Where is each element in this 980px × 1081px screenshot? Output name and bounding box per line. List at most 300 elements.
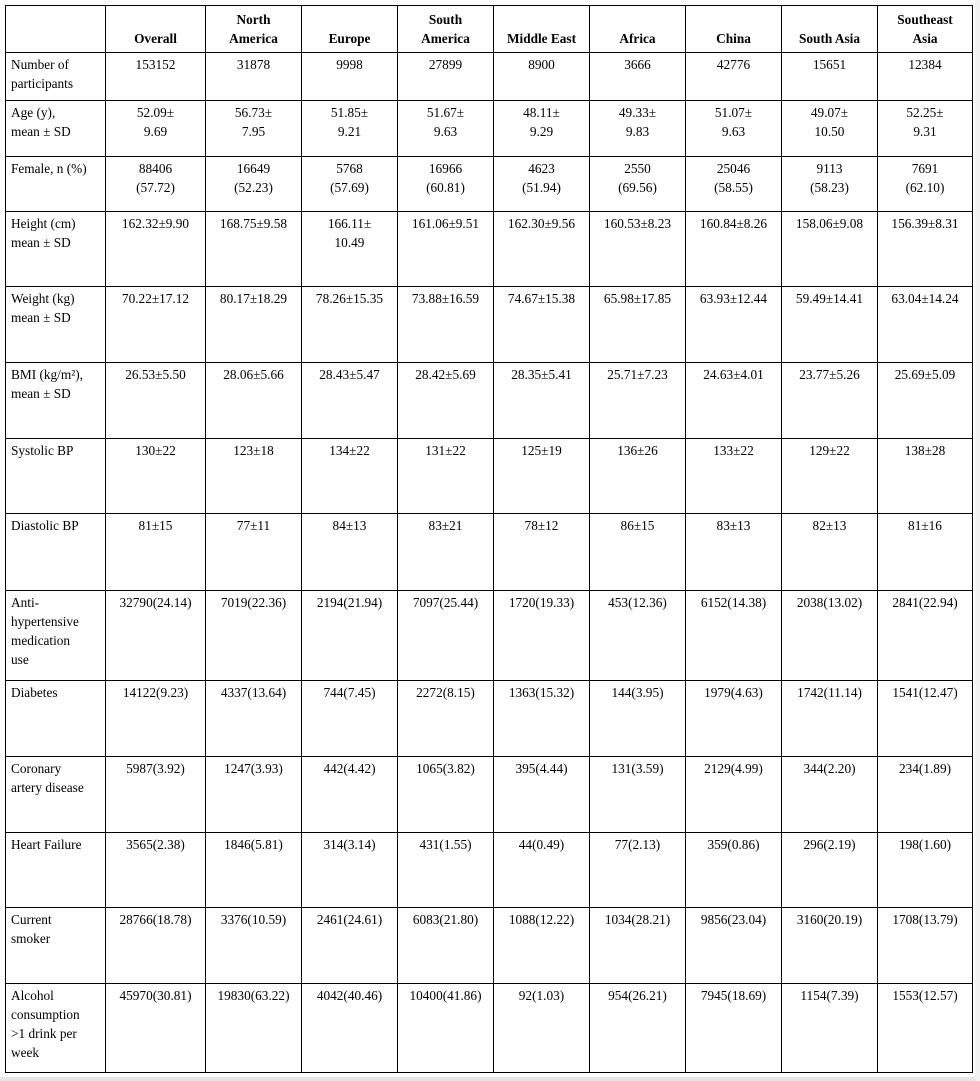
table-cell	[302, 157, 398, 212]
table-cell	[302, 514, 398, 591]
table-cell	[302, 757, 398, 833]
table-cell	[206, 101, 302, 157]
text-line: 28.42±5.69	[415, 367, 476, 382]
table-cell	[494, 439, 590, 514]
text-line: 2038(13.02)	[796, 595, 863, 610]
text-line: 25.69±5.09	[894, 367, 956, 382]
table-cell	[686, 591, 782, 681]
text-line: 45970(30.81)	[119, 988, 192, 1003]
table-cell	[878, 514, 973, 591]
table-cell	[206, 908, 302, 984]
row-label	[6, 591, 106, 681]
table-cell	[106, 908, 206, 984]
text-line: Number of	[11, 57, 69, 72]
text-line: 63.93±12.44	[699, 291, 768, 306]
table-cell	[494, 363, 590, 439]
table-cell	[398, 212, 494, 287]
text-line: 80.17±18.29	[219, 291, 288, 306]
text-line: 442(4.42)	[323, 761, 376, 776]
table-cell	[302, 833, 398, 908]
text-line: 123±18	[233, 443, 274, 458]
text-line: 7097(25.44)	[412, 595, 479, 610]
table-cell	[590, 53, 686, 101]
text-line: 9.31	[913, 124, 937, 139]
text-line: mean ± SD	[11, 310, 71, 325]
text-line: 77±11	[236, 518, 271, 533]
table-cell	[206, 514, 302, 591]
table-cell	[106, 984, 206, 1073]
text-line: 15651	[812, 57, 847, 72]
table-row	[6, 53, 973, 101]
table-row	[6, 157, 973, 212]
text-line: 1846(5.81)	[224, 837, 283, 852]
text-line: Height (cm)	[11, 216, 76, 231]
text-line: 52.25±	[906, 105, 944, 120]
table-cell	[206, 439, 302, 514]
table-cell	[782, 363, 878, 439]
table-cell	[782, 157, 878, 212]
row-label	[6, 908, 106, 984]
text-line: 59.49±14.41	[795, 291, 864, 306]
table-cell	[878, 439, 973, 514]
text-line: 296(2.19)	[803, 837, 856, 852]
text-line: 7019(22.36)	[220, 595, 287, 610]
text-line: 2272(8.15)	[416, 685, 475, 700]
table-cell	[398, 833, 494, 908]
text-line: 19830(63.22)	[217, 988, 290, 1003]
table-cell	[782, 984, 878, 1073]
text-line: 1247(3.93)	[224, 761, 283, 776]
table-cell	[302, 53, 398, 101]
table-cell	[398, 157, 494, 212]
table-cell	[590, 439, 686, 514]
header-corner	[6, 6, 106, 53]
text-line: mean ± SD	[11, 124, 71, 139]
text-line: 12384	[908, 57, 942, 72]
row-label	[6, 439, 106, 514]
text-line: 136±26	[617, 443, 658, 458]
text-line: 52.09±	[136, 105, 175, 120]
table-cell	[590, 101, 686, 157]
text-line: Diastolic BP	[11, 518, 79, 533]
table-cell	[782, 681, 878, 757]
table-row	[6, 681, 973, 757]
table-cell	[590, 757, 686, 833]
text-line: mean ± SD	[11, 235, 71, 250]
text-line: 234(1.89)	[898, 761, 952, 776]
text-line: 51.67±	[426, 105, 465, 120]
table-cell	[590, 591, 686, 681]
text-line: America	[229, 31, 278, 46]
text-line: 6152(14.38)	[700, 595, 767, 610]
table-cell	[398, 681, 494, 757]
table-cell	[206, 984, 302, 1073]
text-line: America	[421, 31, 470, 46]
text-line: 16966	[428, 161, 463, 176]
table-cell	[782, 53, 878, 101]
text-line: 5768	[336, 161, 363, 176]
table-cell	[494, 681, 590, 757]
table-cell	[878, 212, 973, 287]
table-cell	[494, 757, 590, 833]
text-line: 28766(18.78)	[119, 912, 192, 927]
table-cell	[878, 591, 973, 681]
text-line: 160.84±8.26	[699, 216, 768, 231]
text-line: 162.32±9.90	[121, 216, 190, 231]
text-line: Weight (kg)	[11, 291, 75, 306]
text-line: 131±22	[425, 443, 466, 458]
text-line: 88406	[138, 161, 173, 176]
table-cell	[782, 439, 878, 514]
text-line: 1720(19.33)	[508, 595, 575, 610]
row-label	[6, 363, 106, 439]
text-line: (69.56)	[618, 180, 657, 195]
table-cell	[106, 157, 206, 212]
text-line: 4337(13.64)	[220, 685, 287, 700]
text-line: 954(26.21)	[608, 988, 667, 1003]
text-line: 92(1.03)	[518, 988, 565, 1003]
text-line: 158.06±9.08	[795, 216, 864, 231]
table-cell	[302, 212, 398, 287]
table-cell	[494, 157, 590, 212]
text-line: 3160(20.19)	[796, 912, 863, 927]
text-line: >1 drink per	[11, 1026, 77, 1041]
text-line: 138±28	[904, 443, 946, 458]
table-cell	[494, 833, 590, 908]
text-line: Systolic BP	[11, 443, 74, 458]
column-header	[686, 6, 782, 53]
text-line: 1708(13.79)	[892, 912, 958, 927]
text-line: 3376(10.59)	[220, 912, 287, 927]
column-header	[206, 6, 302, 53]
table-cell	[878, 287, 973, 363]
text-line: 9.83	[625, 124, 650, 139]
table-cell	[302, 681, 398, 757]
header-row	[6, 6, 973, 53]
table-cell	[686, 833, 782, 908]
text-line: consumption	[11, 1007, 80, 1022]
text-line: 1553(12.57)	[892, 988, 958, 1003]
text-line: 10.50	[814, 124, 845, 139]
table-cell	[494, 591, 590, 681]
text-line: 2550	[624, 161, 651, 176]
text-line: (62.10)	[905, 180, 945, 195]
text-line: Coronary	[11, 761, 62, 776]
right-edge	[975, 0, 980, 1081]
text-line: 26.53±5.50	[125, 367, 186, 382]
table-cell	[206, 591, 302, 681]
text-line: 1065(3.82)	[416, 761, 475, 776]
text-line: Europe	[328, 31, 371, 46]
table-cell	[686, 984, 782, 1073]
text-line: 1742(11.14)	[797, 685, 862, 700]
table-cell	[206, 212, 302, 287]
baseline-characteristics-table	[5, 5, 973, 1073]
row-label	[6, 101, 106, 157]
text-line: 5987(3.92)	[126, 761, 185, 776]
text-line: 74.67±15.38	[507, 291, 576, 306]
table-cell	[206, 287, 302, 363]
text-line: 48.11±	[523, 105, 560, 120]
text-line: week	[11, 1045, 40, 1060]
text-line: 44(0.49)	[518, 837, 565, 852]
text-line: 9856(23.04)	[700, 912, 767, 927]
text-line: 70.22±17.12	[121, 291, 190, 306]
text-line: 9.21	[337, 124, 362, 139]
table-cell	[106, 101, 206, 157]
text-line: (52.23)	[234, 180, 273, 195]
table-cell	[878, 908, 973, 984]
text-line: Heart Failure	[11, 837, 82, 852]
table-cell	[398, 757, 494, 833]
text-line: 73.88±16.59	[411, 291, 480, 306]
table-cell	[494, 514, 590, 591]
text-line: 63.04±14.24	[891, 291, 959, 306]
column-header	[106, 6, 206, 53]
table-cell	[590, 833, 686, 908]
table-cell	[686, 439, 782, 514]
table-cell	[398, 591, 494, 681]
column-header	[302, 6, 398, 53]
table-cell	[494, 101, 590, 157]
text-line: Anti-	[11, 595, 40, 610]
table-cell	[686, 101, 782, 157]
table-row	[6, 908, 973, 984]
text-line: 744(7.45)	[323, 685, 376, 700]
text-line: 56.73±	[234, 105, 273, 120]
table-row	[6, 363, 973, 439]
text-line: 25.71±7.23	[607, 367, 668, 382]
text-line: 4623	[528, 161, 555, 176]
text-line: use	[11, 652, 29, 667]
table-cell	[106, 591, 206, 681]
text-line: 395(4.44)	[515, 761, 568, 776]
text-line: 4042(40.46)	[316, 988, 383, 1003]
text-line: 81±16	[908, 518, 942, 533]
text-line: South	[428, 12, 463, 27]
table-cell	[878, 53, 973, 101]
text-line: 129±22	[809, 443, 850, 458]
text-line: 28.06±5.66	[223, 367, 284, 382]
text-line: 7945(18.69)	[700, 988, 767, 1003]
text-line: 8900	[528, 57, 555, 72]
table-cell	[878, 984, 973, 1073]
table-cell	[494, 53, 590, 101]
table-cell	[878, 681, 973, 757]
text-line: 125±19	[521, 443, 562, 458]
table-cell	[206, 53, 302, 101]
text-line: (51.94)	[522, 180, 561, 195]
table-cell	[590, 984, 686, 1073]
text-line: 23.77±5.26	[799, 367, 860, 382]
table-cell	[494, 908, 590, 984]
text-line: 6083(21.80)	[412, 912, 479, 927]
text-line: (58.23)	[810, 180, 849, 195]
text-line: Middle East	[506, 31, 577, 46]
table-cell	[206, 157, 302, 212]
text-line: 49.33±	[618, 105, 657, 120]
text-line: 7691	[911, 161, 939, 176]
text-line: (57.72)	[136, 180, 175, 195]
table-row	[6, 984, 973, 1073]
table-cell	[782, 287, 878, 363]
text-line: artery disease	[11, 780, 84, 795]
table-cell	[590, 514, 686, 591]
text-line: 131(3.59)	[611, 761, 664, 776]
table-body	[6, 53, 973, 1073]
text-line: 9.69	[143, 124, 168, 139]
text-line: 1363(15.32)	[508, 685, 575, 700]
text-line: 78±12	[524, 518, 559, 533]
column-header	[398, 6, 494, 53]
table-cell	[686, 212, 782, 287]
text-line: China	[716, 31, 751, 46]
table-cell	[106, 212, 206, 287]
table-cell	[398, 439, 494, 514]
table-cell	[106, 757, 206, 833]
text-line: South Asia	[799, 31, 860, 46]
text-line: 3565(2.38)	[126, 837, 185, 852]
text-line: 314(3.14)	[323, 837, 376, 852]
table-cell	[782, 212, 878, 287]
text-line: 130±22	[135, 443, 176, 458]
row-label	[6, 514, 106, 591]
table-cell	[878, 363, 973, 439]
table-container	[5, 5, 973, 1073]
text-line: 344(2.20)	[803, 761, 856, 776]
table-cell	[686, 514, 782, 591]
table-cell	[398, 908, 494, 984]
text-line: 133±22	[713, 443, 754, 458]
table-cell	[782, 101, 878, 157]
text-line: (58.55)	[714, 180, 753, 195]
row-label	[6, 681, 106, 757]
column-header	[590, 6, 686, 53]
text-line: 27899	[428, 57, 463, 72]
table-cell	[686, 363, 782, 439]
text-line: 31878	[236, 57, 271, 72]
column-header	[782, 6, 878, 53]
text-line: 9113	[816, 161, 843, 176]
text-line: 28.43±5.47	[319, 367, 380, 382]
text-line: 16649	[236, 161, 271, 176]
table-cell	[206, 681, 302, 757]
table-cell	[590, 287, 686, 363]
text-line: 431(1.55)	[419, 837, 472, 852]
table-cell	[782, 908, 878, 984]
text-line: 198(1.60)	[898, 837, 952, 852]
row-label	[6, 287, 106, 363]
text-line: 9.63	[721, 124, 746, 139]
table-cell	[878, 833, 973, 908]
text-line: 1979(4.63)	[704, 685, 763, 700]
row-label	[6, 157, 106, 212]
table-cell	[590, 157, 686, 212]
text-line: 162.30±9.56	[507, 216, 576, 231]
text-line: 51.85±	[330, 105, 369, 120]
table-row	[6, 757, 973, 833]
text-line: 153152	[135, 57, 176, 72]
table-cell	[590, 681, 686, 757]
table-cell	[686, 908, 782, 984]
table-cell	[106, 363, 206, 439]
table-row	[6, 101, 973, 157]
text-line: (57.69)	[330, 180, 369, 195]
table-cell	[686, 53, 782, 101]
table-cell	[590, 363, 686, 439]
table-cell	[878, 101, 973, 157]
row-label	[6, 53, 106, 101]
text-line: 166.11±	[327, 216, 372, 231]
table-cell	[686, 287, 782, 363]
text-line: (60.81)	[426, 180, 465, 195]
text-line: 24.63±4.01	[703, 367, 764, 382]
text-line: 7.95	[241, 124, 266, 139]
text-line: 2841(22.94)	[892, 595, 958, 610]
text-line: Diabetes	[11, 685, 58, 700]
text-line: 82±13	[812, 518, 847, 533]
text-line: 2461(24.61)	[316, 912, 383, 927]
table-cell	[302, 101, 398, 157]
text-line: Age (y),	[11, 105, 56, 120]
table-cell	[782, 757, 878, 833]
table-cell	[106, 833, 206, 908]
table-cell	[106, 514, 206, 591]
text-line: 134±22	[329, 443, 370, 458]
table-cell	[106, 53, 206, 101]
text-line: 32790(24.14)	[119, 595, 192, 610]
text-line: 453(12.36)	[608, 595, 667, 610]
table-cell	[398, 287, 494, 363]
text-line: 1088(12.22)	[508, 912, 575, 927]
table-cell	[494, 287, 590, 363]
text-line: Asia	[912, 31, 938, 46]
text-line: Africa	[619, 31, 656, 46]
table-cell	[206, 363, 302, 439]
column-header	[878, 6, 973, 53]
table-cell	[686, 681, 782, 757]
table-cell	[302, 363, 398, 439]
table-cell	[782, 833, 878, 908]
table-cell	[494, 984, 590, 1073]
table-cell	[590, 212, 686, 287]
text-line: 2129(4.99)	[704, 761, 763, 776]
table-row	[6, 212, 973, 287]
text-line: 25046	[716, 161, 751, 176]
table-cell	[302, 908, 398, 984]
text-line: 10.49	[334, 235, 365, 250]
text-line: 1034(28.21)	[604, 912, 671, 927]
table-cell	[878, 757, 973, 833]
text-line: 144(3.95)	[611, 685, 664, 700]
row-label	[6, 757, 106, 833]
table-cell	[686, 157, 782, 212]
text-line: Overall	[134, 31, 177, 46]
text-line: 161.06±9.51	[411, 216, 480, 231]
row-label	[6, 212, 106, 287]
table-cell	[302, 984, 398, 1073]
text-line: Female, n (%)	[11, 161, 87, 176]
text-line: 84±13	[332, 518, 367, 533]
column-header	[494, 6, 590, 53]
text-line: 3666	[624, 57, 651, 72]
table-cell	[302, 591, 398, 681]
table-cell	[398, 514, 494, 591]
text-line: 77(2.13)	[614, 837, 661, 852]
text-line: 2194(21.94)	[316, 595, 383, 610]
text-line: 83±13	[716, 518, 751, 533]
text-line: 168.75±9.58	[219, 216, 288, 231]
